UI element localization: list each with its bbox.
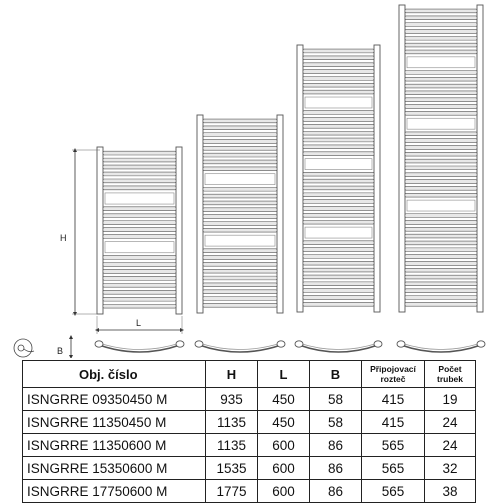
cell-h: 1775 <box>206 480 258 503</box>
cell-spacing: 565 <box>362 434 425 457</box>
cell-spacing: 565 <box>362 457 425 480</box>
cell-l: 600 <box>258 457 310 480</box>
cell-l: 450 <box>258 411 310 434</box>
cell-l: 450 <box>258 388 310 411</box>
col-header-code: Obj. číslo <box>23 361 206 388</box>
cell-b: 86 <box>310 480 362 503</box>
length-label: L <box>136 318 142 328</box>
radiator-4 <box>399 5 483 312</box>
radiator-top-view-2 <box>195 341 285 352</box>
cell-tubes: 32 <box>425 457 476 480</box>
cell-tubes: 24 <box>425 411 476 434</box>
spec-table <box>22 360 476 503</box>
cell-b: 58 <box>310 411 362 434</box>
col-header-h: H <box>206 361 258 388</box>
cell-spacing: 565 <box>362 480 425 503</box>
table-header-row <box>23 361 476 388</box>
radiator-1 <box>97 147 182 314</box>
cell-tubes: 24 <box>425 434 476 457</box>
col-header-tubes: Počet trubek <box>425 361 476 388</box>
depth-label: B <box>57 346 64 356</box>
cell-b: 86 <box>310 457 362 480</box>
pipe-detail-icon <box>14 339 34 357</box>
cell-spacing: 415 <box>362 411 425 434</box>
table-row <box>23 457 476 480</box>
radiator-top-view-3 <box>295 341 382 352</box>
cell-b: 86 <box>310 434 362 457</box>
height-label: H <box>60 233 67 243</box>
cell-code: ISNGRRE 11350450 M <box>23 411 206 434</box>
radiator-top-view-1 <box>95 341 184 352</box>
radiator-2 <box>197 115 283 313</box>
cell-l: 600 <box>258 434 310 457</box>
cell-l: 600 <box>258 480 310 503</box>
radiator-top-view-4 <box>397 341 485 352</box>
cell-h: 935 <box>206 388 258 411</box>
table-row <box>23 434 476 457</box>
cell-code: ISNGRRE 17750600 M <box>23 480 206 503</box>
table-row <box>23 411 476 434</box>
table-row <box>23 388 476 411</box>
cell-h: 1135 <box>206 434 258 457</box>
col-header-b: B <box>310 361 362 388</box>
table-row <box>23 480 476 503</box>
cell-h: 1135 <box>206 411 258 434</box>
cell-code: ISNGRRE 15350600 M <box>23 457 206 480</box>
cell-tubes: 38 <box>425 480 476 503</box>
col-header-spacing: Připojovací rozteč <box>362 361 425 388</box>
col-header-l: L <box>258 361 310 388</box>
cell-spacing: 415 <box>362 388 425 411</box>
cell-tubes: 19 <box>425 388 476 411</box>
radiator-3 <box>297 45 380 312</box>
cell-code: ISNGRRE 11350600 M <box>23 434 206 457</box>
cell-b: 58 <box>310 388 362 411</box>
cell-h: 1535 <box>206 457 258 480</box>
cell-code: ISNGRRE 09350450 M <box>23 388 206 411</box>
